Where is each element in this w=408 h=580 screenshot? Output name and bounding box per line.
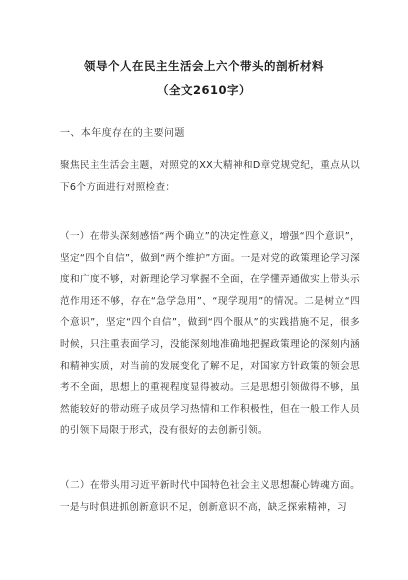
intro-paragraph: 聚焦民主生活会主题，对照党的XX大精神和D章党规党纪，重点从以下6个方面进行对照检查： (60, 160, 360, 193)
point-two-paragraph: （二）在带头用习近平新时代中国特色社会主义思想凝心铸魂方面。一是与时俱进抓创新意识不足，创新意识不高，缺乏探索精神，习 (60, 480, 360, 513)
word-count-subtitle: （全文2610字） (156, 83, 251, 97)
point-one-paragraph: （一）在带头深刻感悟“两个确立”的决定性意义，增强“四个意识”，坚定“四个自信”，做到“两个维护”方面。一是对党的政策理论学习深度和广度不够，对新理论学习掌握不全面，在学懂弄通做实上带头示范作用还不够，存在“急学急用”、“现学现用”的情况。二是树立“四个意识”，坚定“四个自信”，做到“四个服从”的实践措施不足，很多时候，只注重表面学习，没能深刻地准确地把握政策理论的深刻内涵和精神实质，对当前的发展变化了解不足，对国家方针政策的领会思考不全面，思想上的重视程度显得被动。三是思想引领做得不够，虽然能较好的带动班子成员学习热情和工作积极性，但在一般工作人员的引领下局限于形式，没有很好的去创新引领。 (60, 231, 360, 437)
section-heading: 一、本年度存在的主要问题 (60, 128, 185, 139)
document-title: 领导个人在民主生活会上六个带头的剖析材料 (84, 59, 324, 73)
